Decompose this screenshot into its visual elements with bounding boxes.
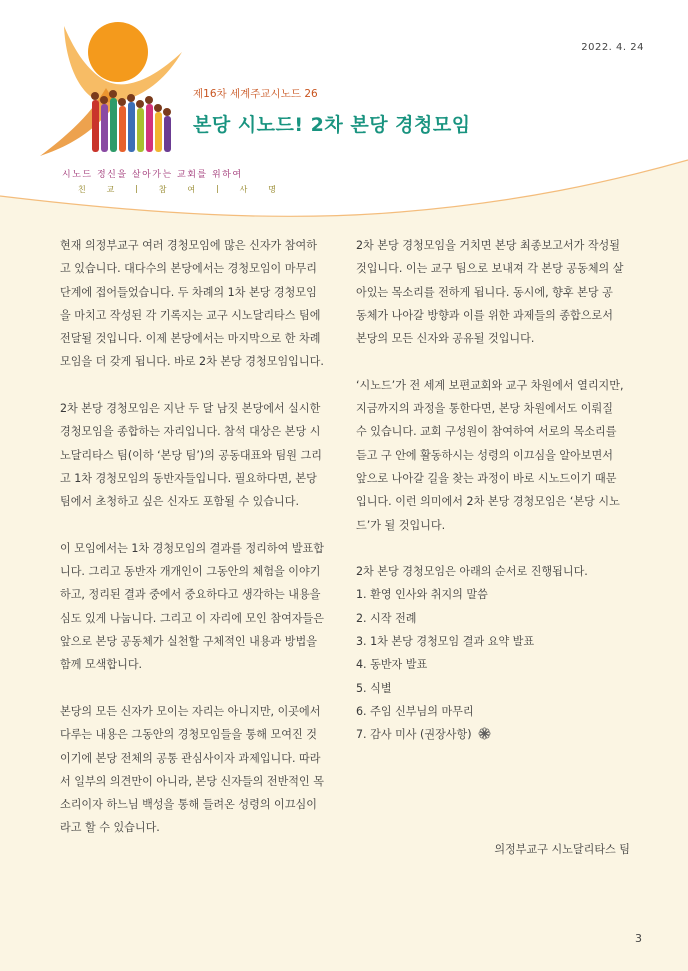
text-line: 2차 본당 경청모임을 거치면 본당 최종보고서가 작성될	[356, 239, 620, 252]
motto-word: |	[135, 184, 138, 193]
right-column	[356, 234, 628, 747]
text-line: 라고 할 수 있습니다.	[60, 821, 160, 835]
text-line: 아있는 목소리를 전하게 됩니다. 동시에, 향후 본당 공	[356, 285, 613, 299]
procedure-step	[356, 677, 628, 700]
procedure-step-label: 7. 감사 미사 (권장사항)	[356, 728, 472, 742]
text-line: 노달리타스 팀(이하 ‘본당 팀’)의 공동대표와 팀원 그리	[60, 448, 322, 462]
series-subtitle: 제16차 세계주교시노드 26	[193, 88, 318, 100]
motto-word: 참	[158, 185, 167, 194]
procedure-step	[356, 653, 628, 676]
text-line: 이기에 본당 전체의 공통 관심사이자 과제입니다. 따라	[60, 751, 321, 765]
paragraph-gap	[356, 350, 628, 373]
procedure-step-label: 6. 주임 신부님의 마무리	[356, 704, 474, 718]
text-line: 전달될 것입니다. 이제 본당에서는 마지막으로 한 차례	[60, 332, 321, 346]
synod-motto: 시노드 정신을 살아가는 교회를 위하여	[62, 170, 243, 180]
procedure-step-label: 4. 동반자 발표	[356, 658, 428, 672]
motto-word: 친	[78, 185, 86, 194]
motto-word: 교	[106, 185, 115, 194]
page-title: 본당 시노드! 2차 본당 경청모임	[193, 114, 471, 136]
text-line: 본당의 모든 신자가 모이는 자리는 아니지만, 이곳에서	[60, 704, 321, 718]
paragraph-gap	[60, 677, 332, 700]
synod-logo-icon	[36, 8, 184, 164]
text-line: 경청모임을 종합하는 자리입니다. 참석 대상은 본당 시	[60, 425, 321, 439]
procedure-step-label: 2. 시작 전례	[356, 611, 417, 625]
text-line: 듣고 구 안에 활동하시는 성령의 이끄심을 알아보면서	[356, 448, 613, 462]
text-line: 팀에서 초청하고 싶은 신자도 포함될 수 있습니다.	[60, 495, 300, 509]
text-line: 고 1차 경청모임의 동반자들입니다. 필요하다면, 본당	[60, 471, 317, 485]
text-line: 서 일부의 의견만이 아니라, 본당 신자들의 전반적인 목	[60, 774, 324, 788]
text-line: 을 마치고 작성된 각 기록지는 교구 시노달리타스 팀에	[60, 308, 321, 322]
text-line: 이 모임에서는 1차 경청모임의 결과를 정리하여 발표합	[60, 541, 324, 555]
procedure-step-label: 1. 환영 인사와 취지의 말씀	[356, 588, 488, 602]
procedure-intro: 2차 본당 경청모임은 아래의 순서로 진행됩니다.	[356, 565, 588, 579]
paragraph-gap	[60, 374, 332, 397]
paragraph-gap	[60, 514, 332, 537]
text-line: 입니다. 이런 의미에서 2차 본당 경청모임은 ‘본당 시노	[356, 495, 620, 509]
motto-word: 사	[239, 185, 248, 194]
text-line: 수 있습니다. 교회 구성원이 참여하여 서로의 목소리를	[356, 425, 617, 439]
procedure-step	[356, 607, 628, 630]
motto-word: 여	[187, 185, 196, 194]
text-line: 동체가 나아갈 방향과 이를 위한 과제들의 종합으로서	[356, 308, 613, 322]
text-line: 다루는 내용은 그동안의 경청모임들을 통해 모여진 것	[60, 728, 317, 742]
paragraph-gap	[356, 537, 628, 560]
text-line: 것입니다. 이는 교구 팀으로 보내져 각 본당 공동체의 살	[356, 262, 624, 276]
motto-word: 명	[268, 185, 276, 194]
issue-date: 2022. 4. 24	[581, 42, 644, 53]
left-column	[60, 234, 332, 840]
motto-word: |	[216, 184, 219, 193]
text-line: 드’가 될 것입니다.	[356, 518, 446, 532]
text-line: 하고, 정리된 결과 중에서 중요하다고 생각하는 내용을	[60, 588, 321, 602]
text-line: 함께 모색합니다.	[60, 658, 143, 672]
text-line: 심도 있게 나눕니다. 그리고 이 자리에 모인 참여자들은	[60, 611, 324, 625]
text-line: 모임을 더 갖게 됩니다. 바로 2차 본당 경청모임입니다.	[60, 355, 324, 369]
text-line: 단계에 접어들었습니다. 두 차례의 1차 본당 경청모임	[60, 285, 317, 299]
procedure-step-label: 5. 식별	[356, 681, 392, 695]
text-line: 지금까지의 과정을 통한다면, 본당 차원에서도 이뤄질	[356, 402, 613, 416]
text-line: 니다. 그리고 동반자 개개인이 그동안의 체험을 이야기	[60, 565, 321, 579]
text-line: ‘시노드’가 전 세계 보편교회와 교구 차원에서 열리지만,	[356, 378, 624, 392]
procedure-step	[356, 630, 628, 653]
text-line: 2차 본당 경청모임은 지난 두 달 남짓 본당에서 실시한	[60, 402, 321, 416]
text-line: 앞으로 나아갈 길을 찾는 과정이 바로 시노드이기 때문	[356, 471, 617, 485]
flower-ornament-icon	[478, 727, 491, 740]
motto-keywords	[78, 184, 276, 195]
procedure-step	[356, 700, 628, 723]
text-line: 현재 의정부교구 여러 경청모임에 많은 신자가 참여하	[60, 239, 317, 252]
procedure-step-label: 3. 1차 본당 경청모임 결과 요약 발표	[356, 635, 535, 649]
page-number: 3	[635, 932, 642, 945]
text-line: 앞으로 본당 공동체가 실천할 구체적인 내용과 방법을	[60, 635, 317, 649]
text-line: 소리이자 하느님 백성을 통해 들려온 성령의 이끄심이	[60, 798, 317, 812]
text-line: 고 있습니다. 대다수의 본당에서는 경청모임이 마무리	[60, 262, 317, 276]
procedure-step	[356, 583, 628, 606]
text-line: 본당의 모든 신자와 공유될 것입니다.	[356, 332, 535, 346]
signature-team: 의정부교구 시노달리타스 팀	[494, 843, 630, 856]
procedure-step	[356, 723, 628, 746]
